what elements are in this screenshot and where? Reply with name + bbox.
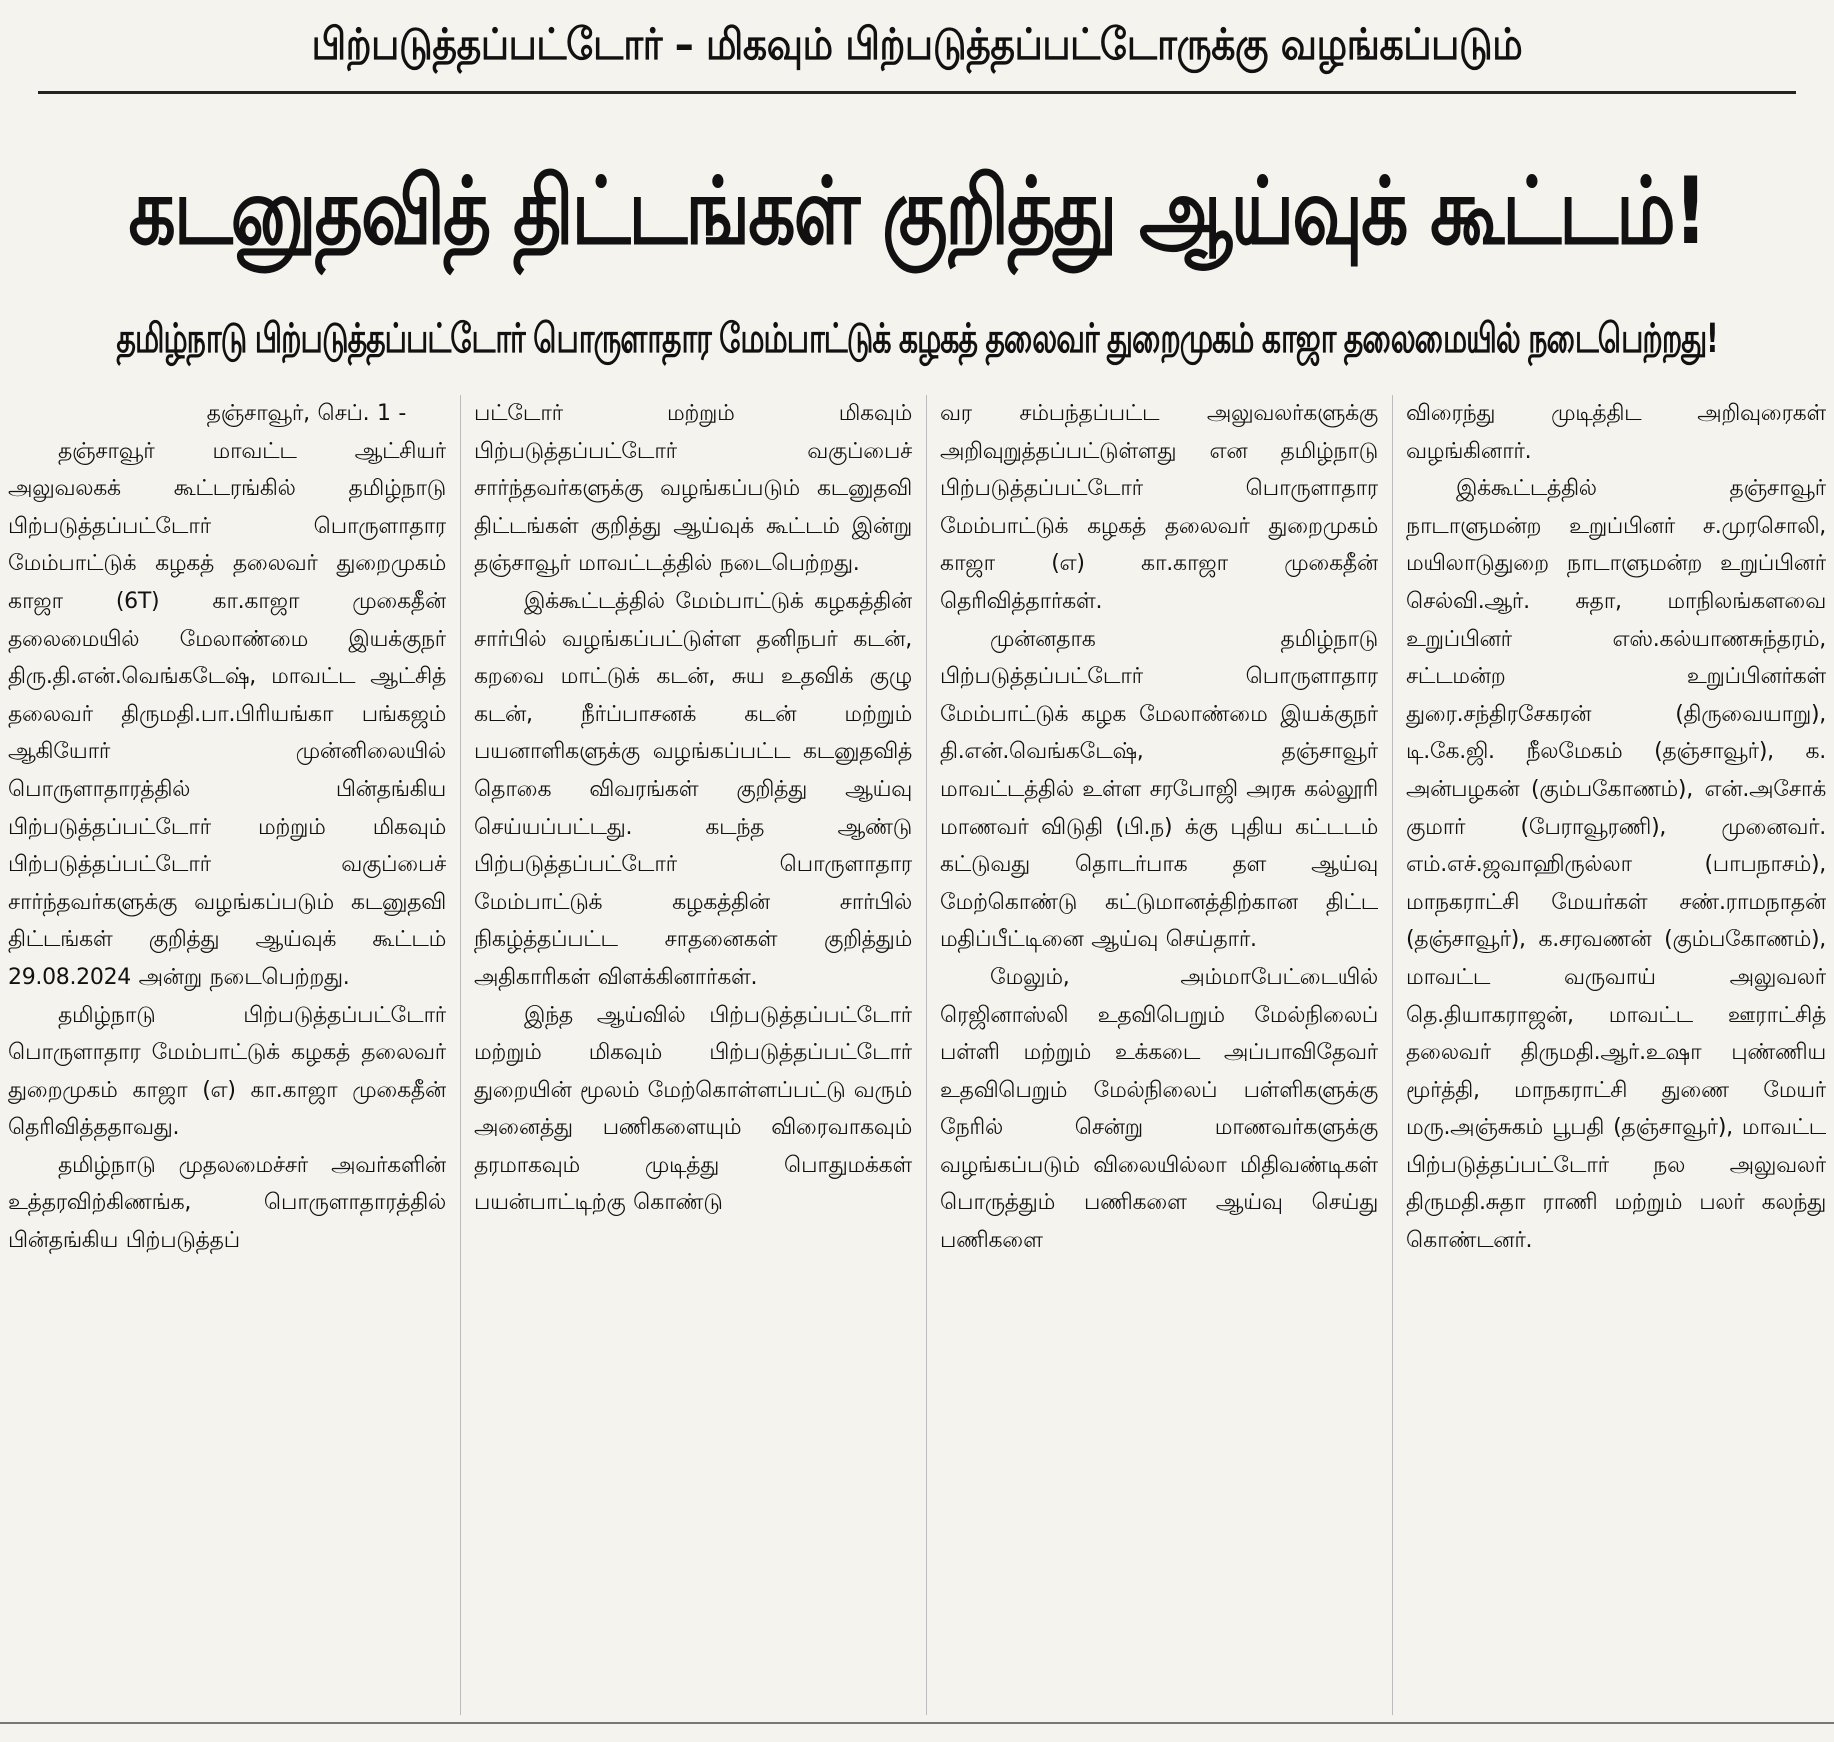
body-paragraph: இக்கூட்டத்தில் மேம்பாட்டுக் கழகத்தின் சார்பில் வழங்கப்பட்டுள்ள தனிநபர் கடன், கறவை மாட்டுக் கடன், சுய உதவிக் குழு கடன், நீர்ப்பாசனக் கடன் மற்றும் பயனாளிகளுக்கு வழங்கப்பட்ட கடனுதவித் தொகை விவரங்கள் குறித்து ஆய்வு செய்யப்பட்டது. கடந்த ஆண்டு பிற்படுத்தப்பட்டோர் பொருளாதார மேம்பாட்டுக் கழகத்தின் சார்பில் நிகழ்த்தப்பட்ட சாதனைகள் குறித்தும் அதிகாரிகள் விளக்கினார்கள்.	[474, 588, 912, 990]
article-body	[8, 395, 1832, 1715]
body-paragraph: மேலும், அம்மாபேட்டையில் ரெஜினாஸ்லி உதவிபெறும் மேல்நிலைப் பள்ளி மற்றும் உக்கடை அப்பாவிதேவர் உதவிபெறும் மேல்நிலைப் பள்ளிகளுக்கு நேரில் சென்று மாணவர்களுக்கு வழங்கப்படும் விலையில்லா மிதிவண்டிகள் பொருத்தும் பணிகளை ஆய்வு செய்து பணிகளை	[940, 964, 1378, 1254]
body-paragraph: வர சம்பந்தப்பட்ட அலுவலர்களுக்கு அறிவுறுத்தப்பட்டுள்ளது என தமிழ்நாடு பிற்படுத்தப்பட்டோர் பொருளாதார மேம்பாட்டுக் கழகத் தலைவர் துறைமுகம் காஜா (எ) கா.காஜா முகைதீன் தெரிவித்தார்கள்.	[940, 401, 1378, 614]
body-paragraph: பட்டோர் மற்றும் மிகவும் பிற்படுத்தப்பட்டோர் வகுப்பைச் சார்ந்தவர்களுக்கு வழங்கப்படும் கடனுதவி திட்டங்கள் குறித்து ஆய்வுக் கூட்டம் இன்று தஞ்சாவூர் மாவட்டத்தில் நடைபெற்றது.	[474, 401, 912, 577]
body-column-2	[474, 395, 912, 1715]
article-subhead: தமிழ்நாடு பிற்படுத்தப்பட்டோர் பொருளாதார மேம்பாட்டுக் கழகத் தலைவர் துறைமுகம் காஜா தலைமையில் நடைபெற்றது!	[116, 315, 1718, 363]
body-column-1	[8, 395, 446, 1715]
body-paragraph: விரைந்து முடித்திட அறிவுரைகள் வழங்கினார்.	[1406, 401, 1826, 464]
body-paragraph: தமிழ்நாடு பிற்படுத்தப்பட்டோர் பொருளாதார மேம்பாட்டுக் கழகத் தலைவர் துறைமுகம் காஜா (எ) கா.காஜா முகைதீன் தெரிவித்ததாவது.	[8, 1002, 446, 1141]
article-kicker: பிற்படுத்தப்பட்டோர் – மிகவும் பிற்படுத்தப்பட்டோருக்கு வழங்கப்படும்	[311, 18, 1523, 70]
column-divider	[926, 395, 927, 1715]
body-paragraph: முன்னதாக தமிழ்நாடு பிற்படுத்தப்பட்டோர் பொருளாதார மேம்பாட்டுக் கழக மேலாண்மை இயக்குநர் தி.என்.வெங்கடேஷ், தஞ்சாவூர் மாவட்டத்தில் உள்ள சரபோஜி அரசு கல்லூரி மாணவர் விடுதி (பி.ந) க்கு புதிய கட்டடம் கட்டுவது தொடர்பாக தள ஆய்வு மேற்கொண்டு கட்டுமானத்திற்கான திட்ட மதிப்பீட்டினை ஆய்வு செய்தார்.	[940, 626, 1378, 953]
dateline: தஞ்சாவூர், செப். 1 -	[206, 401, 406, 426]
body-paragraph: தமிழ்நாடு முதலமைச்சர் அவர்களின் உத்தரவிற்கிணங்க, பொருளாதாரத்தில் பின்தங்கிய பிற்படுத்தப்	[8, 1152, 446, 1254]
body-paragraph: இக்கூட்டத்தில் தஞ்சாவூர் நாடாளுமன்ற உறுப்பினர் ச.முரசொலி, மயிலாடுதுறை நாடாளுமன்ற உறுப்பினர் செல்வி.ஆர். சுதா, மாநிலங்களவை உறுப்பினர் எஸ்.கல்யாணசுந்தரம், சட்டமன்ற உறுப்பினர்கள் துரை.சந்திரசேகரன் (திருவையாறு), டி.கே.ஜி. நீலமேகம் (தஞ்சாவூர்), க. அன்பழகன் (கும்பகோணம்), என்.அசோக் குமார் (பேராவூரணி), முனைவர். எம்.எச்.ஜவாஹிருல்லா (பாபநாசம்), மாநகராட்சி மேயர்கள் சண்.ராமநாதன் (தஞ்சாவூர்), க.சரவணன் (கும்பகோணம்), மாவட்ட வருவாய் அலுவலர் தெ.தியாகராஜன், மாவட்ட ஊராட்சித் தலைவர் திருமதி.ஆர்.உஷா புண்ணிய மூர்த்தி, மாநகராட்சி துணை மேயர் மரு.அஞ்சுகம் பூபதி (தஞ்சாவூர்), மாவட்ட பிற்படுத்தப்பட்டோர் நல அலுவலர் திருமதி.சுதா ராணி மற்றும் பலர் கலந்து கொண்டனர்.	[1406, 476, 1826, 1254]
body-paragraph: இந்த ஆய்வில் பிற்படுத்தப்பட்டோர் மற்றும் மிகவும் பிற்படுத்தப்பட்டோர் துறையின் மூலம் மேற்கொள்ளப்பட்டு வரும் அனைத்து பணிகளையும் விரைவாகவும் தரமாகவும் முடித்து பொதுமக்கள் பயன்பாட்டிற்கு கொண்டு	[474, 1002, 912, 1216]
article-headline: கடனுதவித் திட்டங்கள் குறித்து ஆய்வுக் கூட்டம்!	[128, 158, 1706, 266]
kicker-divider	[38, 91, 1796, 94]
column-divider	[460, 395, 461, 1715]
body-column-3	[940, 395, 1378, 1715]
body-column-4	[1406, 395, 1826, 1715]
page-bottom-rule	[0, 1722, 1834, 1724]
body-paragraph: தஞ்சாவூர் மாவட்ட ஆட்சியர் அலுவலகக் கூட்டரங்கில் தமிழ்நாடு பிற்படுத்தப்பட்டோர் பொருளாதார மேம்பாட்டுக் கழகத் தலைவர் துறைமுகம் காஜா (6T) கா.காஜா முகைதீன் தலைமையில் மேலாண்மை இயக்குநர் திரு.தி.என்.வெங்கடேஷ், மாவட்ட ஆட்சித் தலைவர் திருமதி.பா.பிரியங்கா பங்கஜம் ஆகியோர் முன்னிலையில் பொருளாதாரத்தில் பின்தங்கிய பிற்படுத்தப்பட்டோர் மற்றும் மிகவும் பிற்படுத்தப்பட்டோர் வகுப்பைச் சார்ந்தவர்களுக்கு வழங்கப்படும் கடனுதவி திட்டங்கள் குறித்து ஆய்வுக் கூட்டம் 29.08.2024 அன்று நடைபெற்றது.	[8, 438, 446, 990]
column-divider	[1392, 395, 1393, 1715]
